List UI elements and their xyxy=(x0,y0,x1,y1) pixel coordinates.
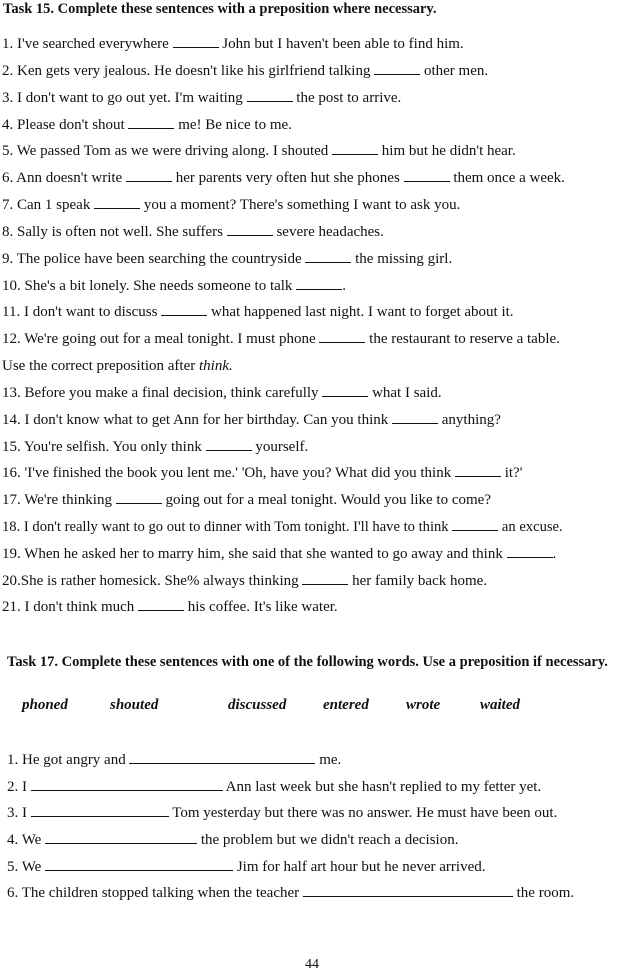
task15-item-12: 12. We're going out for a meal tonight. I must phone the restaurant to reserve a table. xyxy=(2,331,560,347)
answer-blank[interactable] xyxy=(126,169,172,182)
task15-item-14: 14. I don't know what to get Ann for her birthday. Can you think anything? xyxy=(2,412,501,428)
task17-item-6: 6. The children stopped talking when the teacher the room. xyxy=(7,885,575,901)
answer-blank[interactable] xyxy=(45,831,197,844)
task15-item-7: 7. Can 1 speak you a moment? There's something I want to ask you. xyxy=(2,197,461,213)
answer-blank[interactable] xyxy=(305,250,351,263)
answer-blank[interactable] xyxy=(332,142,378,155)
answer-blank[interactable] xyxy=(227,223,273,236)
task17-item-5: 5. We Jim for half art hour but he never arrived. xyxy=(7,859,486,875)
word-bank-item: phoned xyxy=(22,697,68,713)
answer-blank[interactable] xyxy=(173,35,219,48)
answer-blank[interactable] xyxy=(452,518,498,531)
task-17-title: Task 17. Complete these sentences with one of the following words. Use a preposition if necessary. xyxy=(7,654,608,670)
answer-blank[interactable] xyxy=(31,804,169,817)
word-bank-item: entered xyxy=(323,697,369,713)
word-bank-item: shouted xyxy=(110,697,159,713)
task15-item-1: 1. I've searched everywhere John but I haven't been able to find him. xyxy=(2,36,464,52)
task-15-title: Task 15. Complete these sentences with a preposition where necessary. xyxy=(3,1,437,17)
answer-blank[interactable] xyxy=(303,884,513,897)
answer-blank[interactable] xyxy=(374,62,420,75)
think-instruction: Use the correct preposition after think. xyxy=(2,358,233,374)
answer-blank[interactable] xyxy=(507,545,553,558)
page-number: 44 xyxy=(305,957,319,972)
answer-blank[interactable] xyxy=(94,196,140,209)
word-bank-item: wrote xyxy=(406,697,441,713)
word-bank-item: waited xyxy=(480,697,520,713)
task15-item-11: 11. I don't want to discuss what happened last night. I want to forget about it. xyxy=(2,304,514,320)
task15-item-9: 9. The police have been searching the countryside the missing girl. xyxy=(2,251,453,267)
task15-item-18: 18. I don't really want to go out to dinner with Tom tonight. I'll have to think an excuse. xyxy=(2,519,563,535)
task15-item-16: 16. 'I've finished the book you lent me.' 'Oh, have you? What did you think it?' xyxy=(2,465,523,481)
task17-item-4: 4. We the problem but we didn't reach a decision. xyxy=(7,832,459,848)
answer-blank[interactable] xyxy=(322,384,368,397)
task15-item-5: 5. We passed Tom as we were driving along. I shouted him but he didn't hear. xyxy=(2,143,516,159)
answer-blank[interactable] xyxy=(128,116,174,129)
task15-item-8: 8. Sally is often not well. She suffers severe headaches. xyxy=(2,224,384,240)
task15-item-15: 15. You're selfish. You only think yourself. xyxy=(2,439,309,455)
task15-item-20: 20.She is rather homesick. She% always thinking her family back home. xyxy=(2,573,488,589)
answer-blank[interactable] xyxy=(404,169,450,182)
answer-blank[interactable] xyxy=(319,330,365,343)
task15-item-19: 19. When he asked her to marry him, she said that she wanted to go away and think . xyxy=(2,546,557,562)
task15-item-3: 3. I don't want to go out yet. I'm waiting the post to arrive. xyxy=(2,90,402,106)
answer-blank[interactable] xyxy=(129,751,315,764)
task15-item-17: 17. We're thinking going out for a meal tonight. Would you like to come? xyxy=(2,492,491,508)
answer-blank[interactable] xyxy=(161,303,207,316)
task15-item-4: 4. Please don't shout me! Be nice to me. xyxy=(2,117,292,133)
answer-blank[interactable] xyxy=(45,858,233,871)
task15-item-2: 2. Ken gets very jealous. He doesn't like his girlfriend talking other men. xyxy=(2,63,489,79)
answer-blank[interactable] xyxy=(455,464,501,477)
answer-blank[interactable] xyxy=(138,598,184,611)
answer-blank[interactable] xyxy=(247,89,293,102)
task15-item-10: 10. She's a bit lonely. She needs someone to talk . xyxy=(2,278,346,294)
answer-blank[interactable] xyxy=(302,572,348,585)
answer-blank[interactable] xyxy=(31,778,223,791)
task15-item-6: 6. Ann doesn't write her parents very often hut she phones them once a week. xyxy=(2,170,565,186)
task17-item-2: 2. I Ann last week but she hasn't replied to my fetter yet. xyxy=(7,779,542,795)
task15-item-13: 13. Before you make a final decision, think carefully what I said. xyxy=(2,385,442,401)
task17-item-1: 1. He got angry and me. xyxy=(7,752,342,768)
answer-blank[interactable] xyxy=(116,491,162,504)
answer-blank[interactable] xyxy=(392,411,438,424)
answer-blank[interactable] xyxy=(206,438,252,451)
task15-item-21: 21. I don't think much his coffee. It's like water. xyxy=(2,599,338,615)
task17-item-3: 3. I Tom yesterday but there was no answer. He must have been out. xyxy=(7,805,558,821)
word-bank-item: discussed xyxy=(228,697,287,713)
answer-blank[interactable] xyxy=(296,277,342,290)
